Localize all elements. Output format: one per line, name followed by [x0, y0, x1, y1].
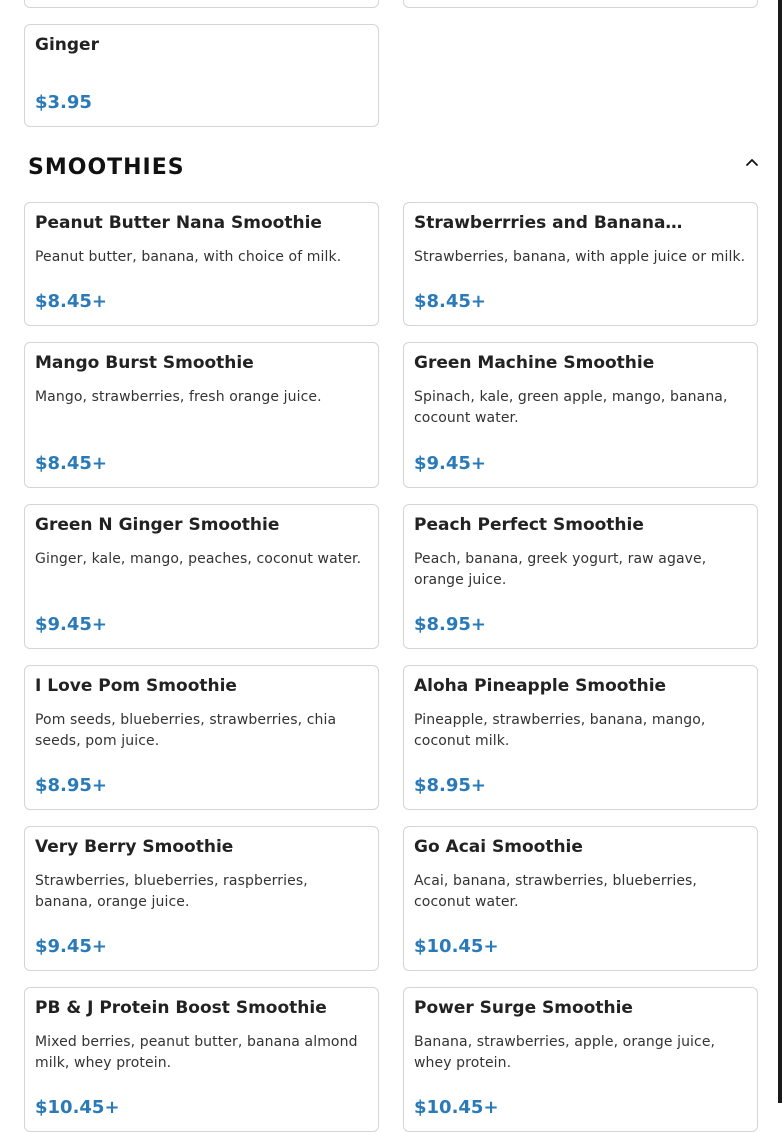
menu-item-card[interactable]: [403, 826, 758, 971]
menu-item-name: Peach Perfect Smoothie: [414, 515, 644, 535]
menu-item-price: $8.95+: [414, 614, 487, 635]
menu-item-price: $10.45+: [35, 1097, 120, 1118]
menu-item-name: Strawberrries and Banana…: [414, 213, 683, 233]
menu-item-card[interactable]: [24, 504, 379, 649]
menu-item-description: Spinach, kale, green apple, mango, banana, cocount water.: [414, 389, 728, 426]
menu-item-price: $9.45+: [35, 614, 108, 635]
menu-item-price: $8.45+: [35, 291, 108, 312]
section-header-smoothies[interactable]: [28, 152, 762, 184]
chevron-up-icon[interactable]: [744, 154, 760, 170]
menu-item-name: Ginger: [35, 35, 99, 55]
menu-item-name: Aloha Pineapple Smoothie: [414, 676, 667, 696]
menu-item-card[interactable]: [24, 24, 379, 127]
menu-item-card[interactable]: [403, 987, 758, 1132]
menu-item-description: Mixed berries, peanut butter, banana almond milk, whey protein.: [35, 1034, 358, 1071]
menu-item-description: Peanut butter, banana, with choice of milk.: [35, 249, 342, 265]
menu-item-price: $10.45+: [414, 1097, 499, 1118]
menu-item-card[interactable]: [403, 504, 758, 649]
menu-item-name: Go Acai Smoothie: [414, 837, 583, 857]
menu-item-card-cutoff-right[interactable]: [403, 0, 758, 8]
menu-item-price: $9.45+: [414, 453, 487, 474]
menu-item-card[interactable]: [403, 202, 758, 326]
scrollbar-thumb[interactable]: [778, 0, 782, 1103]
section-title: SMOOTHIES: [28, 155, 185, 180]
menu-item-price: $3.95: [35, 92, 92, 113]
menu-item-name: Mango Burst Smoothie: [35, 353, 254, 373]
menu-item-card[interactable]: [403, 665, 758, 810]
menu-item-description: Strawberries, banana, with apple juice or milk.: [414, 249, 746, 265]
menu-item-description: Peach, banana, greek yogurt, raw agave, orange juice.: [414, 551, 707, 588]
menu-item-price: $8.45+: [414, 291, 487, 312]
scrollbar-track[interactable]: [778, 0, 782, 1103]
menu-item-name: Very Berry Smoothie: [35, 837, 234, 857]
menu-item-name: Peanut Butter Nana Smoothie: [35, 213, 322, 233]
menu-item-price: $8.95+: [35, 775, 108, 796]
menu-item-card-cutoff-left[interactable]: [24, 0, 379, 8]
menu-item-price: $8.95+: [414, 775, 487, 796]
menu-item-description: Ginger, kale, mango, peaches, coconut water.: [35, 551, 362, 567]
menu-item-price: $10.45+: [414, 936, 499, 957]
menu-item-description: Strawberries, blueberries, raspberries, banana, orange juice.: [35, 873, 308, 910]
menu-item-description: Pineapple, strawberries, banana, mango, coconut milk.: [414, 712, 706, 749]
menu-item-price: $8.45+: [35, 453, 108, 474]
menu-item-name: I Love Pom Smoothie: [35, 676, 237, 696]
menu-item-card[interactable]: [24, 987, 379, 1132]
menu-item-name: Green Machine Smoothie: [414, 353, 655, 373]
menu-item-card[interactable]: [24, 665, 379, 810]
menu-item-card[interactable]: [24, 342, 379, 488]
menu-item-card[interactable]: [403, 342, 758, 488]
menu-item-name: PB & J Protein Boost Smoothie: [35, 998, 327, 1018]
menu-item-description: Mango, strawberries, fresh orange juice.: [35, 389, 322, 405]
menu-item-description: Pom seeds, blueberries, strawberries, chia seeds, pom juice.: [35, 712, 337, 749]
menu-item-card[interactable]: [24, 202, 379, 326]
menu-item-description: Acai, banana, strawberries, blueberries, coconut water.: [414, 873, 697, 910]
menu-item-card[interactable]: [24, 826, 379, 971]
menu-item-name: Green N Ginger Smoothie: [35, 515, 280, 535]
menu-item-description: Banana, strawberries, apple, orange juice, whey protein.: [414, 1034, 716, 1071]
menu-item-name: Power Surge Smoothie: [414, 998, 633, 1018]
menu-item-price: $9.45+: [35, 936, 108, 957]
